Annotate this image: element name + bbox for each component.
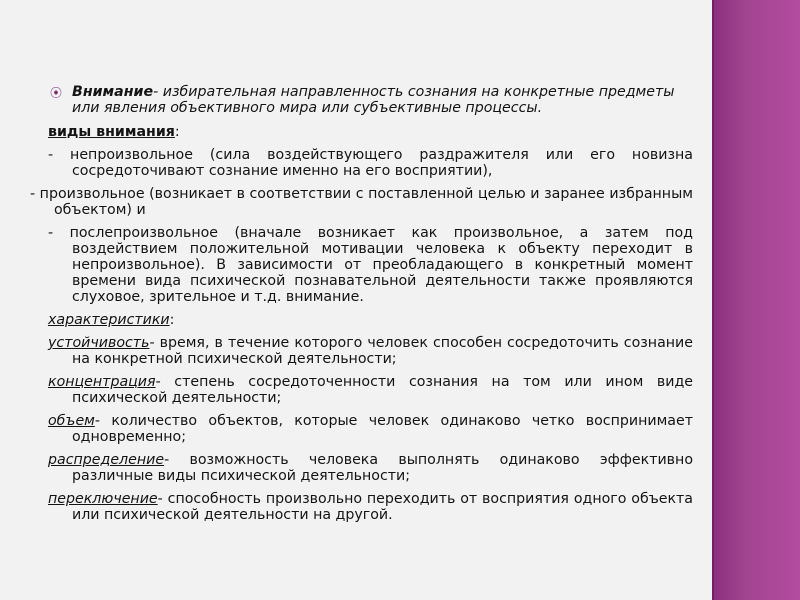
type-item-post-voluntary: - послепроизвольное (вначале возникает как произвольное, а затем под воздействием положительной мотивации человека к объекту переходит в непроизвольное). В зависимости от преобладающего в конкретный момент времени вида психической познавательной деятельности также проявляются слуховое, зрительное и т.д. внимание. <box>48 225 693 305</box>
types-heading: виды внимания <box>48 124 175 140</box>
type-item-voluntary: - произвольное (возникает в соответствии с поставленной целью и заранее избранным объектом) и <box>30 186 693 218</box>
characteristic-text: - способность произвольно переходить от восприятия одного объекта или психической деятельности на другой. <box>72 491 693 523</box>
characteristic-term: устойчивость <box>48 335 150 351</box>
characteristic-term: объем <box>48 413 95 429</box>
definition-paragraph <box>48 84 693 116</box>
characteristic-item <box>48 452 693 484</box>
characteristic-term: распределение <box>48 452 165 468</box>
characteristic-text: - степень сосредоточенности сознания на том или ином виде психической деятельности; <box>72 374 693 406</box>
characteristic-item <box>48 413 693 445</box>
characteristic-item <box>48 335 693 367</box>
characteristic-text: - время, в течение которого человек способен сосредоточить сознание на конкретной психической деятельности; <box>72 335 693 367</box>
definition-text: - избирательная направленность сознания на конкретные предметы или явления объективного мира или субъективные процессы. <box>72 84 675 116</box>
characteristic-term: переключение <box>48 491 158 507</box>
characteristics-heading-colon: : <box>169 312 175 328</box>
types-heading-colon: : <box>174 124 180 140</box>
slide-content <box>30 84 693 530</box>
characteristic-text: - возможность человека выполнять одинаково эффективно различные виды психической деятельности; <box>72 452 693 484</box>
characteristic-text: - количество объектов, которые человек одинаково четко воспринимает одновременно; <box>72 413 693 445</box>
characteristic-item <box>48 491 693 523</box>
type-item-involuntary: - непроизвольное (сила воздействующего раздражителя или его новизна сосредоточивают сознание именно на его восприятии), <box>48 147 693 179</box>
definition-term: Внимание <box>72 84 154 100</box>
characteristic-item <box>48 374 693 406</box>
types-heading-line <box>48 124 693 140</box>
characteristic-term: концентрация <box>48 374 156 390</box>
characteristics-heading: характеристики <box>48 312 170 328</box>
decorative-side-band <box>712 0 800 600</box>
circle-bullet-icon: ⦿ <box>50 86 63 100</box>
characteristics-heading-line <box>48 312 693 328</box>
